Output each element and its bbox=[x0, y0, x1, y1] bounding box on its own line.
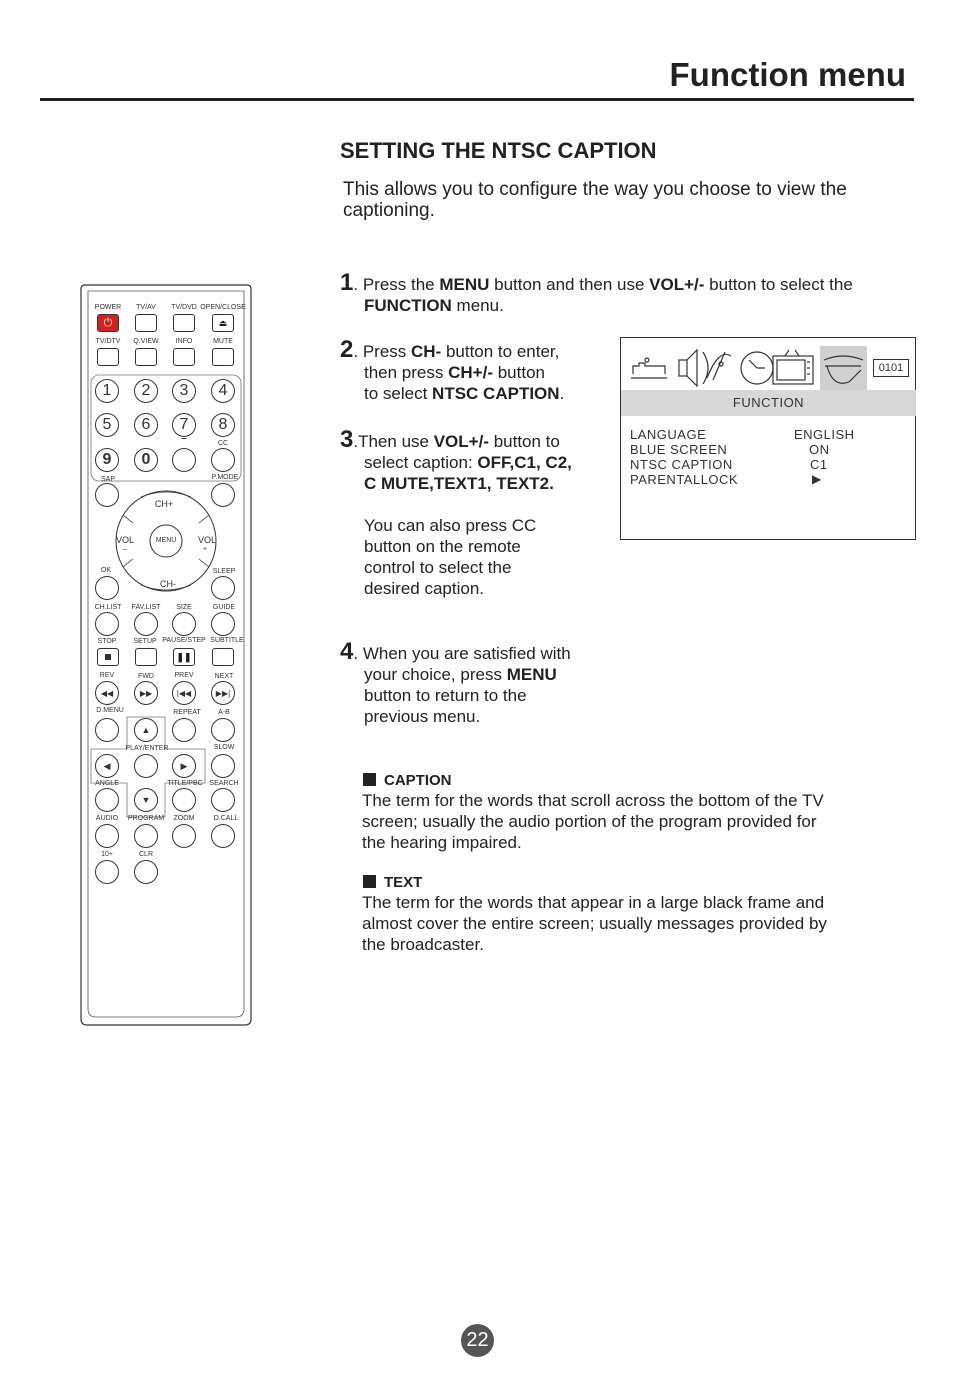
search-label: SEARCH bbox=[209, 780, 239, 787]
sleep-button[interactable] bbox=[211, 576, 235, 600]
digit-7-button[interactable]: 7 bbox=[172, 413, 196, 437]
ten-plus-label: 10+ bbox=[101, 851, 113, 858]
d-menu-label: D.MENU bbox=[96, 707, 124, 714]
next-label: NEXT bbox=[214, 673, 234, 680]
step-1 bbox=[340, 269, 853, 316]
tv-dvd-button[interactable] bbox=[173, 314, 195, 332]
size-label: SIZE bbox=[176, 604, 192, 611]
sleep-label: SLEEP bbox=[212, 568, 236, 575]
dash-label: – bbox=[181, 433, 187, 444]
right-arrow-icon: ▶ bbox=[180, 760, 188, 771]
power-label: POWER bbox=[94, 304, 122, 311]
tv-dtv-button[interactable] bbox=[97, 348, 119, 366]
ok-button[interactable] bbox=[95, 576, 119, 600]
title-pbc-label: TITLE/PBC bbox=[167, 780, 203, 787]
power-button[interactable] bbox=[97, 314, 119, 332]
q-view-button[interactable] bbox=[135, 348, 157, 366]
function-icon bbox=[824, 356, 863, 383]
guide-label: GUIDE bbox=[212, 604, 236, 611]
search-button[interactable] bbox=[211, 788, 235, 812]
bold-term: CH+/- bbox=[448, 363, 493, 382]
ten-plus-button[interactable] bbox=[95, 860, 119, 884]
step-line: select caption: OFF,C1, C2, bbox=[364, 453, 572, 472]
step-line: previous menu. bbox=[364, 707, 481, 726]
sap-button[interactable] bbox=[95, 483, 119, 507]
bold-term: MENU bbox=[439, 275, 490, 294]
osd-row-value: C1 bbox=[810, 457, 828, 472]
intro-text: This allows you to configure the way you choose to view the captioning. bbox=[343, 179, 847, 221]
menu-button-label[interactable]: MENU bbox=[155, 537, 177, 544]
osd-row-value: ENGLISH bbox=[794, 427, 855, 442]
osd-title-bar: FUNCTION bbox=[621, 390, 916, 416]
zoom-label: ZOOM bbox=[173, 815, 195, 822]
left-arrow-icon: ◀ bbox=[103, 760, 111, 771]
remote-control bbox=[79, 283, 253, 1027]
step-line: button to return to the bbox=[364, 686, 527, 705]
digit-9-button[interactable]: 9 bbox=[95, 448, 119, 472]
step-number: 2 bbox=[340, 336, 354, 363]
setup-button[interactable] bbox=[135, 648, 157, 666]
step-line bbox=[340, 473, 572, 494]
power-icon: ⏻ bbox=[103, 316, 113, 329]
stop-icon bbox=[105, 654, 111, 660]
setup-label: SETUP bbox=[133, 638, 157, 645]
caption-line: The term for the words that scroll across the bottom of the TV bbox=[362, 791, 824, 810]
fav-list-label: FAV.LIST bbox=[131, 604, 161, 611]
caption-term-body bbox=[362, 790, 824, 853]
audio-label: AUDIO bbox=[95, 815, 119, 822]
down-arrow-icon: ▼ bbox=[141, 795, 151, 805]
rewind-icon: ◀◀ bbox=[100, 688, 114, 698]
osd-row-label: LANGUAGE bbox=[630, 427, 707, 442]
picture-icon bbox=[631, 358, 667, 378]
text-term-body bbox=[362, 892, 827, 955]
fast-forward-icon: ▶▶ bbox=[139, 688, 153, 698]
page-number: 22 bbox=[461, 1324, 494, 1357]
digit-8-button[interactable]: 8 bbox=[211, 413, 235, 437]
step-3 bbox=[340, 426, 572, 599]
satellite-icon bbox=[707, 352, 731, 380]
osd-row-label: NTSC CAPTION bbox=[630, 457, 733, 472]
osd-row-label: BLUE SCREEN bbox=[630, 442, 728, 457]
text-line: The term for the words that appear in a large black frame and bbox=[362, 893, 825, 912]
page-title: Function menu bbox=[669, 56, 906, 93]
q-view-label: Q.VIEW bbox=[133, 338, 159, 345]
rev-button[interactable] bbox=[95, 681, 119, 705]
angle-label: ANGLE bbox=[95, 780, 119, 787]
osd-counter: 0101 bbox=[873, 359, 909, 377]
cc-button[interactable] bbox=[211, 448, 235, 472]
section-heading: SETTING THE NTSC CAPTION bbox=[340, 138, 657, 163]
bold-term: OFF,C1, C2, bbox=[477, 453, 572, 472]
open-close-button[interactable] bbox=[212, 314, 234, 332]
step-line: desired caption. bbox=[364, 579, 485, 598]
pause-icon: ❚❚ bbox=[176, 651, 192, 662]
p-mode-label: P.MODE bbox=[211, 474, 239, 481]
prev-button[interactable] bbox=[172, 681, 196, 705]
text-term-name: TEXT bbox=[384, 874, 423, 891]
subtitle-label: SUBTITLE bbox=[210, 637, 244, 644]
vol-plus-label: VOL bbox=[197, 535, 217, 545]
step-number: 1 bbox=[340, 269, 354, 296]
square-bullet-icon bbox=[363, 773, 376, 786]
rev-label: REV bbox=[99, 672, 115, 679]
title-pbc-button[interactable] bbox=[172, 788, 196, 812]
bold-term: FUNCTION bbox=[364, 296, 452, 315]
fwd-label: FWD bbox=[138, 673, 154, 680]
bold-term: VOL+/- bbox=[433, 432, 489, 451]
program-button[interactable] bbox=[134, 824, 158, 848]
digit-6-button[interactable]: 6 bbox=[134, 413, 158, 437]
bold-term: MENU bbox=[506, 665, 557, 684]
clr-button[interactable] bbox=[134, 860, 158, 884]
digit-0-button[interactable]: 0 bbox=[134, 448, 158, 472]
play-enter-label: PLAY/ENTER bbox=[125, 745, 169, 752]
ch-minus-label: CH- bbox=[160, 579, 176, 589]
cc-label: CC bbox=[217, 440, 229, 447]
tv-icon bbox=[773, 350, 813, 384]
stop-label: STOP bbox=[97, 638, 117, 645]
dash-button[interactable] bbox=[172, 448, 196, 472]
step-number: 4 bbox=[340, 638, 354, 665]
step-line: 2. Press CH- button to enter, bbox=[340, 336, 560, 363]
info-button[interactable] bbox=[173, 348, 195, 366]
sap-label: SAP bbox=[100, 476, 116, 483]
step-line: 1. Press the MENU button and then use VOL+/- button to select the bbox=[340, 269, 853, 296]
slow-label: SLOW bbox=[213, 744, 235, 751]
step-line: control to select the bbox=[364, 558, 512, 577]
slow-button[interactable] bbox=[211, 754, 235, 778]
ok-label: OK bbox=[100, 567, 112, 574]
ch-plus-label: CH+ bbox=[154, 499, 174, 509]
next-button[interactable] bbox=[211, 681, 235, 705]
osd-row-value: ▶ bbox=[812, 472, 822, 486]
digit-2-button[interactable]: 2 bbox=[134, 379, 158, 403]
audio-button[interactable] bbox=[95, 824, 119, 848]
ch-list-label: CH.LIST bbox=[94, 604, 122, 611]
size-button[interactable] bbox=[172, 612, 196, 636]
open-close-label: OPEN/CLOSE bbox=[200, 304, 246, 311]
fav-list-button[interactable] bbox=[134, 612, 158, 636]
step-line: 3.Then use VOL+/- button to bbox=[340, 426, 560, 453]
angle-button[interactable] bbox=[95, 788, 119, 812]
text-term-heading bbox=[363, 874, 422, 891]
step-line: button on the remote bbox=[364, 537, 521, 556]
digit-5-button[interactable]: 5 bbox=[95, 413, 119, 437]
a-b-button[interactable] bbox=[211, 718, 235, 742]
up-button[interactable] bbox=[134, 718, 158, 742]
digit-3-button[interactable]: 3 bbox=[172, 379, 196, 403]
pause-step-button[interactable] bbox=[173, 648, 195, 666]
left-button[interactable] bbox=[95, 754, 119, 778]
right-button[interactable] bbox=[172, 754, 196, 778]
caption-line: screen; usually the audio portion of the program provided for bbox=[362, 812, 817, 831]
digit-1-button[interactable]: 1 bbox=[95, 379, 119, 403]
step-2 bbox=[340, 336, 565, 404]
caption-term-name: CAPTION bbox=[384, 772, 452, 789]
tv-av-button[interactable] bbox=[135, 314, 157, 332]
eject-icon: ⏏ bbox=[218, 317, 228, 328]
p-mode-button[interactable] bbox=[211, 483, 235, 507]
caption-term-heading bbox=[363, 772, 452, 789]
step-line: You can also press CC bbox=[364, 516, 537, 535]
step-line: 4. When you are satisfied with bbox=[340, 638, 571, 665]
osd-menu bbox=[620, 337, 916, 540]
a-b-label: A-B bbox=[218, 709, 230, 716]
prev-label: PREV bbox=[174, 672, 194, 679]
pause-step-label: PAUSE/STEP bbox=[162, 637, 206, 644]
next-icon: ▶▶| bbox=[215, 688, 231, 698]
tv-dtv-label: TV/DTV bbox=[95, 338, 121, 345]
vol-minus-label: VOL bbox=[115, 535, 135, 545]
down-button[interactable] bbox=[134, 788, 158, 812]
tv-dvd-label: TV/DVD bbox=[171, 304, 197, 311]
bold-term: NTSC CAPTION bbox=[432, 384, 560, 403]
minus-label: – bbox=[123, 546, 127, 553]
bold-term: C MUTE,TEXT1, TEXT2. bbox=[364, 474, 554, 493]
d-call-label: D.CALL bbox=[213, 815, 239, 822]
osd-row-label: PARENTALLOCK bbox=[630, 472, 739, 487]
ch-list-button[interactable] bbox=[95, 612, 119, 636]
previous-icon: |◀◀ bbox=[176, 688, 192, 698]
step-line bbox=[340, 494, 572, 515]
step-number: 3 bbox=[340, 426, 354, 453]
clock-icon bbox=[741, 352, 773, 384]
mute-button[interactable] bbox=[212, 348, 234, 366]
zoom-button[interactable] bbox=[172, 824, 196, 848]
bold-term: VOL+/- bbox=[649, 275, 705, 294]
subtitle-button[interactable] bbox=[212, 648, 234, 666]
text-line: the broadcaster. bbox=[362, 935, 484, 954]
plus-label: + bbox=[202, 546, 208, 553]
fwd-button[interactable] bbox=[134, 681, 158, 705]
step-line: your choice, press MENU bbox=[364, 665, 557, 684]
tv-av-label: TV/AV bbox=[136, 304, 156, 311]
guide-button[interactable] bbox=[211, 612, 235, 636]
text-line: almost cover the entire screen; usually messages provided by bbox=[362, 914, 827, 933]
step-4 bbox=[340, 638, 571, 727]
step-line: to select NTSC CAPTION. bbox=[364, 384, 565, 403]
play-enter-button[interactable] bbox=[134, 754, 158, 778]
square-bullet-icon bbox=[363, 875, 376, 888]
title-rule bbox=[40, 98, 914, 101]
info-label: INFO bbox=[175, 338, 193, 345]
caption-line: the hearing impaired. bbox=[362, 833, 522, 852]
step-line: then press CH+/- button bbox=[364, 363, 545, 382]
mute-label: MUTE bbox=[213, 338, 233, 345]
clr-label: CLR bbox=[138, 851, 154, 858]
program-label: PROGRAM bbox=[127, 815, 165, 822]
speaker-icon bbox=[679, 350, 708, 386]
bold-term: CH- bbox=[411, 342, 442, 361]
repeat-button[interactable] bbox=[172, 718, 196, 742]
d-menu-button[interactable] bbox=[95, 718, 119, 742]
up-arrow-icon: ▲ bbox=[141, 725, 151, 735]
d-call-button[interactable] bbox=[211, 824, 235, 848]
stop-button[interactable] bbox=[97, 648, 119, 666]
osd-row-value: ON bbox=[809, 442, 830, 457]
digit-4-button[interactable]: 4 bbox=[211, 379, 235, 403]
step-line: FUNCTION menu. bbox=[364, 296, 504, 315]
repeat-label: REPEAT bbox=[173, 709, 201, 716]
